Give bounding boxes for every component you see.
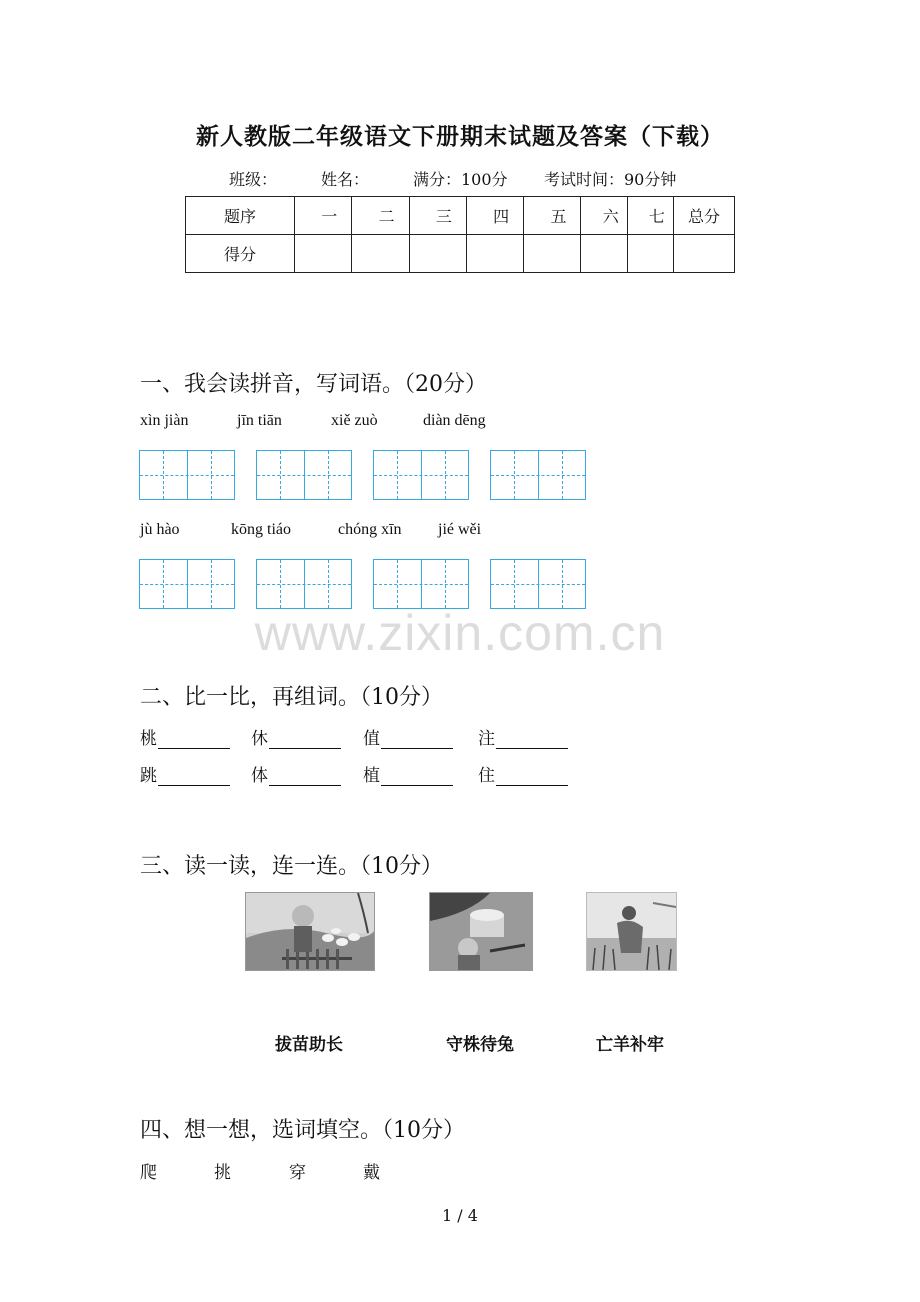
compare-word[interactable] [140,724,230,749]
exam-time-label: 考试时间：90分钟 [544,170,677,189]
full-score-label: 满分：100分 [413,170,508,189]
idiom-label[interactable]: 守株待兔 [446,1035,514,1055]
section4-heading: 四、想一想，选词填空。（10分） [140,1118,465,1143]
score-cell[interactable] [673,235,734,273]
choice-word: 挑 [214,1163,231,1183]
writing-grid[interactable] [490,450,586,500]
char-label: 桃 [140,729,157,749]
score-cell[interactable] [581,235,627,273]
table-cell: 一 [295,197,352,235]
name-label: 姓名： [321,170,370,189]
score-cell[interactable] [466,235,523,273]
illustration-tree-stump [429,892,533,971]
char-label: 住 [478,766,495,786]
page-number: 1 / 4 [442,1206,478,1225]
choice-word: 爬 [140,1163,157,1183]
illustration-shepherd [245,892,375,971]
char-label: 休 [251,729,268,749]
answer-blank[interactable] [158,732,230,749]
answer-blank[interactable] [496,732,568,749]
class-label: 班级： [229,170,278,189]
score-table [185,196,735,273]
writing-grid[interactable] [490,559,586,609]
pinyin-label: xiě zuò [331,412,378,429]
choice-word: 穿 [289,1163,306,1183]
section1-heading: 一、我会读拼音，写词语。（20分） [140,372,487,397]
pinyin-label: jù hào [140,521,180,538]
writing-grid[interactable] [256,450,352,500]
writing-grid[interactable] [256,559,352,609]
writing-grid[interactable] [139,450,235,500]
score-table-header-row [186,197,735,235]
writing-grid[interactable] [373,450,469,500]
compare-word[interactable] [478,724,568,749]
page-title: 新人教版二年级语文下册期末试题及答案（下载） [196,123,724,150]
writing-grid[interactable] [373,559,469,609]
score-cell[interactable] [295,235,352,273]
idiom-label[interactable]: 拔苗助长 [275,1035,343,1055]
answer-blank[interactable] [269,769,341,786]
pinyin-label: jié wěi [438,521,482,538]
compare-word[interactable] [251,761,341,786]
compare-word[interactable] [363,761,453,786]
score-cell[interactable] [409,235,466,273]
char-label: 植 [363,766,380,786]
writing-grid[interactable] [139,559,235,609]
table-cell: 六 [581,197,627,235]
char-label: 跳 [140,766,157,786]
answer-blank[interactable] [381,732,453,749]
table-cell: 二 [352,197,409,235]
pinyin-label: xìn jiàn [140,412,189,429]
section3-heading: 三、读一读，连一连。（10分） [140,854,443,879]
idiom-label[interactable]: 亡羊补牢 [596,1035,664,1055]
score-cell[interactable] [627,235,673,273]
table-cell: 题序 [186,197,295,235]
watermark: www.zixin.com.cn [254,605,666,661]
table-cell: 四 [466,197,523,235]
pinyin-label: chóng xīn [338,521,402,538]
score-cell[interactable] [524,235,581,273]
compare-word[interactable] [478,761,568,786]
section2-heading: 二、比一比，再组词。（10分） [140,685,443,710]
char-label: 注 [478,729,495,749]
compare-word[interactable] [251,724,341,749]
table-cell: 得分 [186,235,295,273]
pinyin-label: kōng tiáo [231,521,291,538]
table-cell: 总分 [673,197,734,235]
table-cell: 三 [409,197,466,235]
compare-word[interactable] [140,761,230,786]
pinyin-label: diàn dēng [423,412,486,429]
answer-blank[interactable] [269,732,341,749]
compare-word[interactable] [363,724,453,749]
char-label: 值 [363,729,380,749]
answer-blank[interactable] [496,769,568,786]
answer-blank[interactable] [381,769,453,786]
table-cell: 七 [627,197,673,235]
choice-word: 戴 [363,1163,380,1183]
score-cell[interactable] [352,235,409,273]
char-label: 体 [251,766,268,786]
pinyin-label: jīn tiān [237,412,282,429]
table-cell: 五 [524,197,581,235]
illustration-seedlings [586,892,677,971]
score-table-score-row [186,235,735,273]
answer-blank[interactable] [158,769,230,786]
